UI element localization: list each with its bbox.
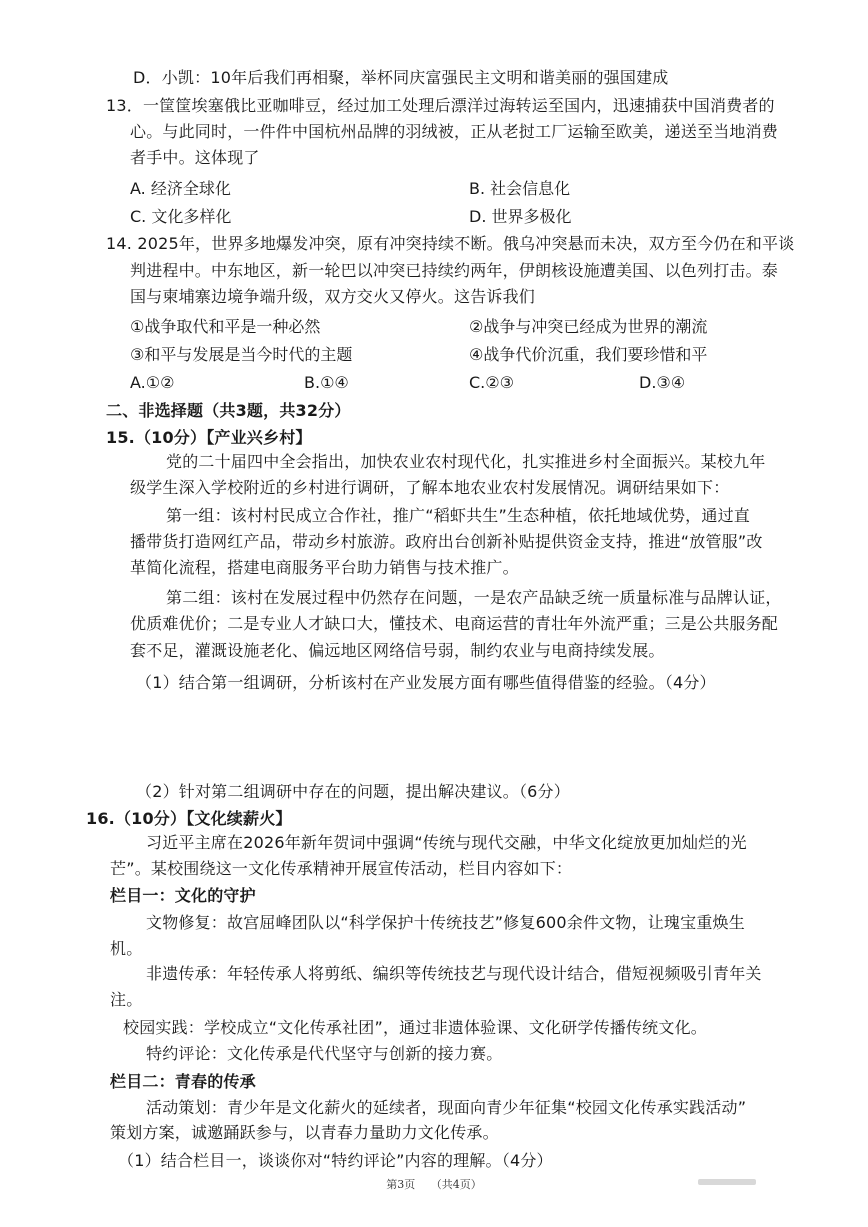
q13-option-d: D. 世界多极化: [469, 207, 572, 226]
q16-title: 16.（10分）【文化续薪火】: [86, 809, 292, 828]
q16-column-1-heading: 栏目一：文化的守护: [110, 886, 256, 905]
q16-column-1-line: 非遗传承：年轻传承人将剪纸、编织等传统技艺与现代设计结合，借短视频吸引青年关: [146, 964, 762, 983]
page-number: 第3页: [386, 1178, 416, 1191]
q16-column-1-line: 文物修复：故宫屈峰团队以“科学保护十传统技艺”修复600余件文物，让瑰宝重焕生: [146, 913, 745, 932]
q14-statement-2: ②战争与冲突已经成为世界的潮流: [469, 317, 708, 336]
q16-intro-line: 芒”。某校围绕这一文化传承精神开展宣传活动，栏目内容如下：: [110, 859, 573, 878]
q15-title: 15.（10分）【产业兴乡村】: [106, 428, 312, 447]
q14-stem-line: 国与柬埔寨边境争端升级，双方交火又停火。这告诉我们: [130, 287, 536, 306]
q15-paragraph-line: 优质难优价；二是专业人才缺口大，懂技术、电商运营的青壮年外流严重；三是公共服务配: [130, 614, 779, 633]
q14-statement-4: ④战争代价沉重，我们要珍惜和平: [469, 345, 708, 364]
q16-column-1-line: 注。: [110, 990, 143, 1009]
q15-subquestion-2: （2）针对第二组调研中存在的问题，提出解决建议。（6分）: [136, 782, 570, 801]
scan-smudge: [698, 1179, 756, 1185]
q14-statement-3: ③和平与发展是当今时代的主题: [130, 345, 353, 364]
q16-subquestion-1: （1）结合栏目一，谈谈你对“特约评论”内容的理解。（4分）: [118, 1151, 553, 1170]
q14-option-d: D.③④: [639, 373, 686, 392]
q14-statement-1: ①战争取代和平是一种必然: [130, 317, 321, 336]
q16-column-1-line: 校园实践：学校成立“文化传承社团”，通过非遗体验课、文化研学传播传统文化。: [123, 1018, 707, 1037]
q15-paragraph-line: 第二组：该村在发展过程中仍然存在问题，一是农产品缺乏统一质量标准与品牌认证，: [166, 588, 782, 607]
q13-stem-line: 13．一筐筐埃塞俄比亚咖啡豆，经过加工处理后漂洋过海转运至国内，迅速捕获中国消费者的: [106, 96, 775, 115]
q15-paragraph-line: 党的二十届四中全会指出，加快农业农村现代化，扎实推进乡村全面振兴。某校九年: [166, 452, 766, 471]
q13-option-b: B. 社会信息化: [469, 179, 571, 198]
section-heading: 二、非选择题（共3题，共32分）: [106, 401, 351, 420]
q15-paragraph-line: 第一组：该村村民成立合作社，推广“稻虾共生”生态种植，依托地域优势，通过直: [166, 506, 750, 525]
q14-stem-line: 判进程中。中东地区，新一轮巴以冲突已持续约两年，伊朗核设施遭美国、以色列打击。泰: [130, 261, 779, 280]
q14-option-c: C.②③: [469, 373, 514, 392]
q13-stem-line: 者手中。这体现了: [130, 148, 260, 167]
q15-paragraph-line: 套不足，灌溉设施老化、偏远地区网络信号弱，制约农业与电商持续发展。: [130, 641, 665, 660]
q16-column-2-line: 策划方案，诚邀踊跃参与，以青春力量助力文化传承。: [110, 1123, 499, 1142]
q14-option-a: A.①②: [130, 373, 175, 392]
q13-stem-line: 心。与此同时，一件件中国杭州品牌的羽绒被，正从老挝工厂运输至欧美，递送至当地消费: [130, 122, 779, 141]
q15-paragraph-line: 级学生深入学校附近的乡村进行调研，了解本地农业农村发展情况。调研结果如下：: [130, 478, 730, 497]
page-total: （共4页）: [430, 1178, 482, 1191]
answer-space[interactable]: [130, 700, 770, 772]
q15-paragraph-line: 播带货打造网红产品，带动乡村旅游。政府出台创新补贴提供资金支持，推进“放管服”改: [130, 532, 763, 551]
q15-subquestion-1: （1）结合第一组调研，分析该村在产业发展方面有哪些值得借鉴的经验。（4分）: [136, 673, 716, 692]
q15-paragraph-line: 革简化流程，搭建电商服务平台助力销售与技术推广。: [130, 558, 519, 577]
q14-option-b: B.①④: [304, 373, 349, 392]
q12-option-d: D．小凯：10年后我们再相聚，举杯同庆富强民主文明和谐美丽的强国建成: [133, 68, 669, 87]
q16-column-1-line: 特约评论：文化传承是代代坚守与创新的接力赛。: [146, 1044, 503, 1063]
q16-column-2-heading: 栏目二：青春的传承: [110, 1072, 256, 1091]
q16-column-2-line: 活动策划：青少年是文化薪火的延续者，现面向青少年征集“校园文化传承实践活动”: [146, 1098, 747, 1117]
q16-intro-line: 习近平主席在2026年新年贺词中强调“传统与现代交融，中华文化绽放更加灿烂的光: [146, 833, 747, 852]
q14-stem-line: 14. 2025年，世界多地爆发冲突，原有冲突持续不断。俄乌冲突悬而未决，双方至今仍在和平谈: [106, 234, 795, 253]
q13-option-a: A. 经济全球化: [130, 179, 231, 198]
q13-option-c: C. 文化多样化: [130, 207, 232, 226]
q16-column-1-line: 机。: [110, 939, 143, 958]
